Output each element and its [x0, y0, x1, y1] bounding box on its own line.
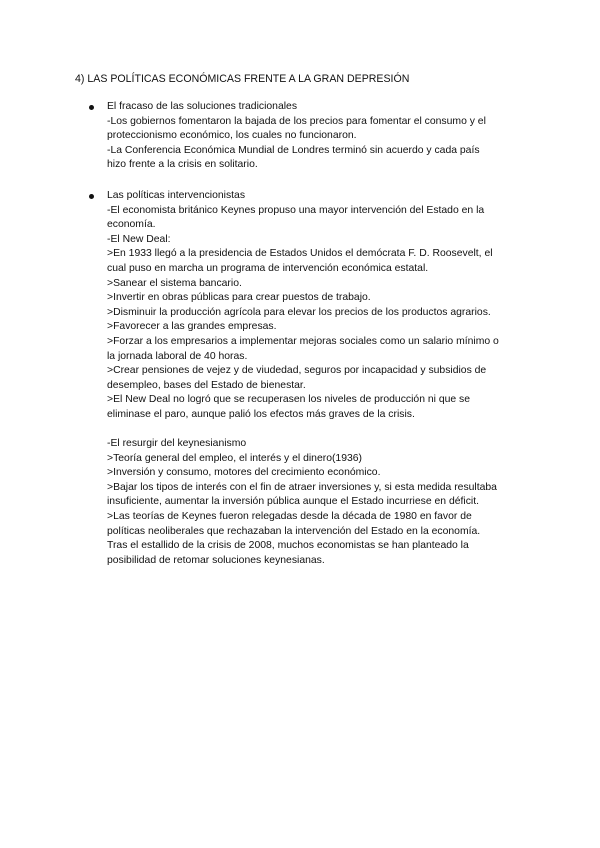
text-line: -El economista británico Keynes propuso una mayor intervención del Estado en la — [107, 204, 485, 216]
bullet-title: Las políticas intervencionistas — [107, 190, 246, 201]
text-line: >Disminuir la producción agrícola para elevar los precios de los productos agrarios. — [107, 306, 491, 318]
text-line: Tras el estallido de la crisis de 2008, muchos economistas se han planteado la — [107, 540, 469, 552]
text-line: economía. — [107, 219, 156, 231]
text-line: posibilidad de retomar soluciones keynesianas. — [107, 554, 325, 566]
bullet-title: El fracaso de las soluciones tradicionales — [107, 101, 298, 112]
text-line: proteccionismo económico, los cuales no funcionaron. — [107, 130, 357, 142]
text-line: la jornada laboral de 40 horas. — [107, 350, 248, 362]
text-line: >Crear pensiones de vejez y de viudedad, seguros por incapacidad y subsidios de — [107, 365, 487, 377]
bullet-section-interventionist-policies — [107, 189, 527, 568]
text-line: políticas neoliberales que rechazaban la intervención del Estado en la economía. — [107, 525, 481, 537]
text-line: desempleo, bases del Estado de bienestar. — [107, 379, 306, 391]
bullet-icon — [89, 105, 94, 110]
text-line: >Favorecer a las grandes empresas. — [107, 321, 277, 333]
subsection-title: -El resurgir del keynesianismo — [107, 438, 247, 450]
text-line: cual puso en marcha un programa de intervención económica estatal. — [107, 262, 429, 274]
paragraph-gap — [107, 423, 527, 438]
text-line: -El New Deal: — [107, 233, 171, 245]
text-line: -Los gobiernos fomentaron la bajada de los precios para fomentar el consumo y el — [107, 115, 486, 127]
section-heading: 4) LAS POLÍTICAS ECONÓMICAS FRENTE A LA GRAN DEPRESIÓN — [75, 73, 410, 85]
text-line: >Invertir en obras públicas para crear puestos de trabajo. — [107, 292, 371, 304]
bullet-section-traditional-solutions — [107, 100, 527, 173]
text-line: -La Conferencia Económica Mundial de Londres terminó sin acuerdo y cada país — [107, 144, 480, 156]
text-line: >Teoría general del empleo, el interés y el dinero(1936) — [107, 452, 363, 464]
text-line: >Las teorías de Keynes fueron relegadas desde la década de 1980 en favor de — [107, 511, 472, 523]
text-line: >El New Deal no logró que se recuperasen los niveles de producción ni que se — [107, 394, 471, 406]
text-line: hizo frente a la crisis en solitario. — [107, 159, 258, 171]
bullet-icon — [89, 194, 94, 199]
text-line: >Bajar los tipos de interés con el fin de atraer inversiones y, si esta medida resultaba — [107, 481, 497, 493]
text-line: eliminase el paro, aunque palió los efectos más graves de la crisis. — [107, 408, 415, 420]
text-line: insuficiente, aumentar la inversión pública aunque el Estado incurriese en déficit. — [107, 496, 479, 508]
text-line: >Forzar a los empresarios a implementar mejoras sociales como un salario mínimo o — [107, 335, 499, 347]
text-line: >Sanear el sistema bancario. — [107, 277, 242, 289]
text-line: >En 1933 llegó a la presidencia de Estados Unidos el demócrata F. D. Roosevelt, el — [107, 248, 493, 260]
text-line: >Inversión y consumo, motores del crecimiento económico. — [107, 467, 381, 479]
